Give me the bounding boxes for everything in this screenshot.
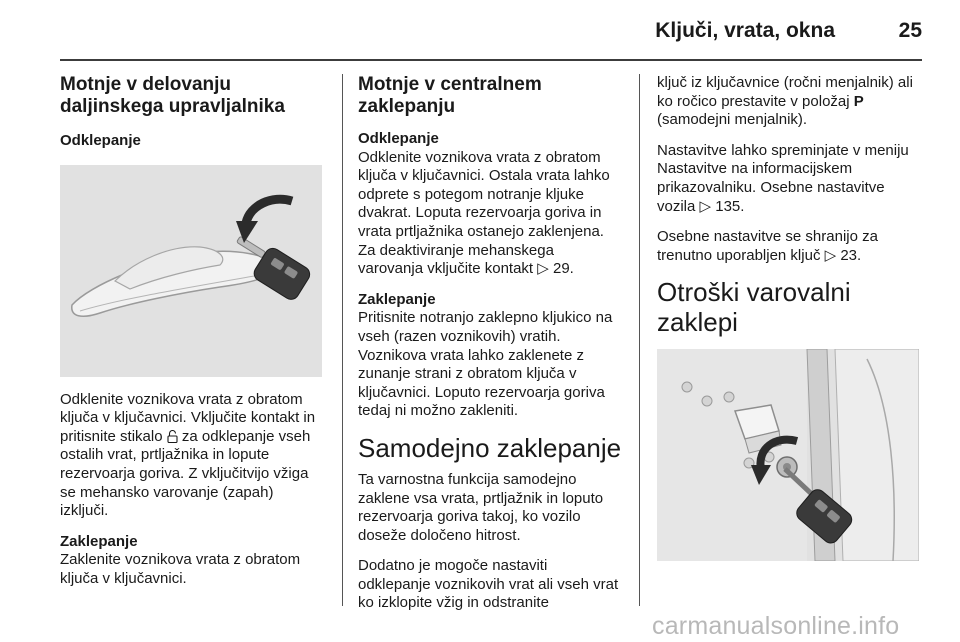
paragraph-saved-settings (657, 228, 921, 265)
header-rule (60, 59, 922, 61)
column-divider-1 (342, 74, 343, 606)
settings-text: Nastavitve lahko spreminjate v meniju Nastavitve na informacijskem prikazovalniku. Osebne nastavitve vozila (657, 141, 909, 215)
subheading-locking-central: Zaklepanje (358, 290, 436, 308)
paragraph-auto-locking-1: Ta varnostna funkcija samodejno zaklene vsa vrata, prtljažnik in loputo rezervoarja goriva takoj, ko vozilo doseže določeno hitrost. (358, 470, 604, 544)
paragraph-central-lock: Pritisnite notranjo zaklepno kljukico na vseh (razen voznikovih) vratih. Voznikova vrata lahko zaklenete z zunanje strani z obratom ključa v ključavnici. Loputo rezervoarja goriva tedaj ni možno zakleniti. (358, 309, 613, 420)
continued-text-b: (samodejni menjalnik). (657, 111, 808, 129)
paragraph-auto-locking-2: Dodatno je mogoče nastaviti odklepanje voznikovih vrat ali vseh vrat ko izklopite vžig in odstranite (358, 557, 619, 612)
column-3 (657, 74, 921, 561)
page-reference-29[interactable]: 29. (552, 260, 574, 278)
door-handle-key-drawing (60, 165, 322, 377)
paragraph-central-unlock (358, 149, 622, 279)
central-unlock-text: Odklenite voznikova vrata z obratom ključa v ključavnici. Ostala vrata lahko odprete s potegom notranje kljuke dvakrat. Loputa rezervoarja goriva in vrata prtljažnika ostanejo zaklenjena. Za deaktiviranje mehanskega varovanja vključite kontakt (358, 148, 610, 278)
column-divider-2 (639, 74, 640, 606)
page-reference-135[interactable]: 135. (715, 197, 745, 215)
column-2 (358, 74, 622, 625)
section-heading-remote-malfunction: Motnje v delovanju daljinskega upravljalnika (60, 74, 285, 117)
child-lock-drawing (657, 349, 919, 561)
paragraph-unlock-instructions (60, 391, 325, 521)
unlock-text-part-a: Odklenite voznikova vrata z obratom ključa v ključavnici. Vključite kontakt in pritisnite stikalo (60, 390, 316, 445)
page-reference-arrow-icon: ▷ (537, 260, 549, 278)
section-heading-central-locking-malfunction: Motnje v centralnem zaklepanju (358, 74, 542, 117)
saved-settings-text: Osebne nastavitve se shranijo za trenutno uporabljen ključ (657, 228, 878, 264)
paragraph-lock-instructions: Zaklenite voznikova vrata z obratom ključa v ključavnici. (60, 551, 301, 587)
door-handle-key-illustration (60, 165, 322, 377)
column-1 (60, 74, 325, 601)
section-heading-child-locks: Otroški varovalni zaklepi (657, 277, 851, 338)
page-reference-23[interactable]: 23. (840, 246, 862, 264)
continued-text-a: ključ iz ključavnice (ročni menjalnik) ali ko ročico prestavite v položaj (657, 74, 913, 110)
page-number: 25 (898, 19, 922, 42)
gear-position-p: P (853, 92, 864, 110)
paragraph-settings (657, 142, 921, 216)
running-header-title: Ključi, vrata, okna (655, 19, 835, 42)
unlock-padlock-icon (167, 430, 178, 443)
page-reference-arrow-icon: ▷ (824, 246, 837, 264)
page-reference-arrow-icon: ▷ (699, 197, 712, 215)
child-lock-illustration (657, 349, 919, 561)
paragraph-continued (657, 74, 921, 130)
subheading-locking: Zaklepanje (60, 532, 138, 550)
watermark: carmanualsonline.info (652, 612, 900, 640)
subheading-unlocking: Odklepanje (60, 132, 141, 149)
subheading-unlocking-central: Odklepanje (358, 130, 439, 147)
unlock-text-part-b: za odklepanje vseh ostalih vrat, prtljažnika in lopute rezervoarja goriva. Z vključitvijo vžiga se mehansko varovanje (zapah) izključi. (60, 427, 311, 520)
section-heading-automatic-locking: Samodejno zaklepanje (358, 432, 622, 463)
